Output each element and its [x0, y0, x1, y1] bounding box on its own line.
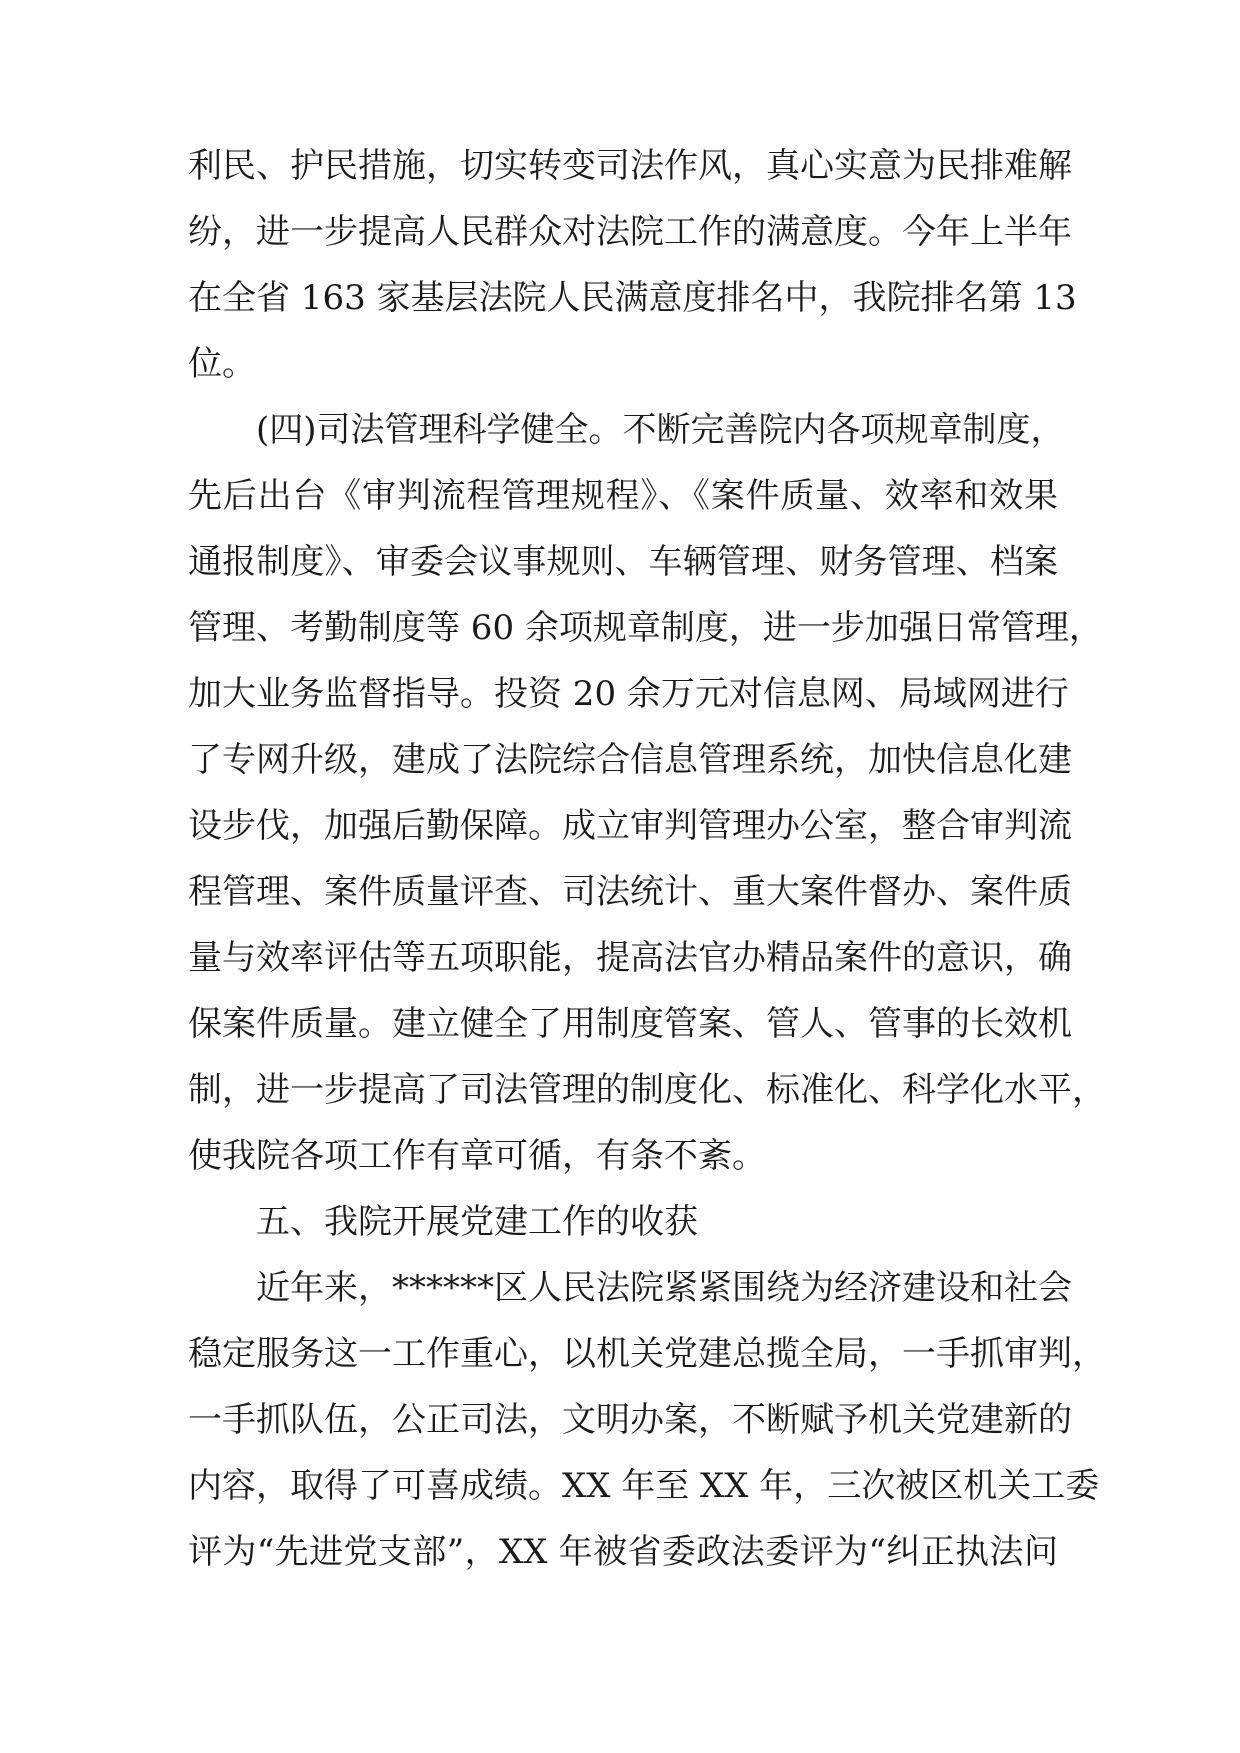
section-heading: 五、我院开展党建工作的收获 — [256, 1202, 698, 1242]
text-line: 利民、护民措施，切实转变司法作风，真心实意为民排难解 — [188, 146, 1072, 186]
text-line: 程管理、案件质量评查、司法统计、重大案件督办、案件质 — [188, 872, 1072, 912]
paragraph-first-line: 近年来，******区人民法院紧紧围绕为经济建设和社会 — [256, 1268, 1072, 1308]
text-line: 在全省 163 家基层法院人民满意度排名中，我院排名第 13 — [188, 278, 1077, 318]
paragraph-heading-line: (四)司法管理科学健全。不断完善院内各项规章制度， — [256, 410, 1065, 450]
text-line: 使我院各项工作有章可循，有条不紊。 — [188, 1136, 766, 1176]
text-line: 管理、考勤制度等 60 余项规章制度，进一步加强日常管理， — [188, 608, 1103, 648]
text-line: 了专网升级，建成了法院综合信息管理系统，加快信息化建 — [188, 740, 1072, 780]
text-line: 通报制度》、审委会议事规则、车辆管理、财务管理、档案 — [188, 542, 1058, 582]
text-line: 制，进一步提高了司法管理的制度化、标准化、科学化水平， — [188, 1070, 1106, 1110]
text-line: 加大业务监督指导。投资 20 余万元对信息网、局域网进行 — [188, 674, 1069, 714]
text-line: 纷，进一步提高人民群众对法院工作的满意度。今年上半年 — [188, 212, 1072, 252]
text-line: 内容，取得了可喜成绩。XX 年至 XX 年，三次被区机关工委 — [188, 1466, 1100, 1506]
text-line: 评为“先进党支部”，XX 年被省委政法委评为“纠正执法问 — [188, 1532, 1058, 1572]
text-line: 量与效率评估等五项职能，提高法官办精品案件的意识，确 — [188, 938, 1072, 978]
text-line: 保案件质量。建立健全了用制度管案、管人、管事的长效机 — [188, 1004, 1072, 1044]
text-line: 稳定服务这一工作重心，以机关党建总揽全局，一手抓审判， — [188, 1334, 1106, 1374]
text-line: 位。 — [188, 344, 256, 384]
text-line: 一手抓队伍，公正司法，文明办案，不断赋予机关党建新的 — [188, 1400, 1072, 1440]
text-line: 设步伐，加强后勤保障。成立审判管理办公室，整合审判流 — [188, 806, 1072, 846]
text-line: 先后出台《审判流程管理规程》、《案件质量、效率和效果 — [188, 476, 1058, 516]
